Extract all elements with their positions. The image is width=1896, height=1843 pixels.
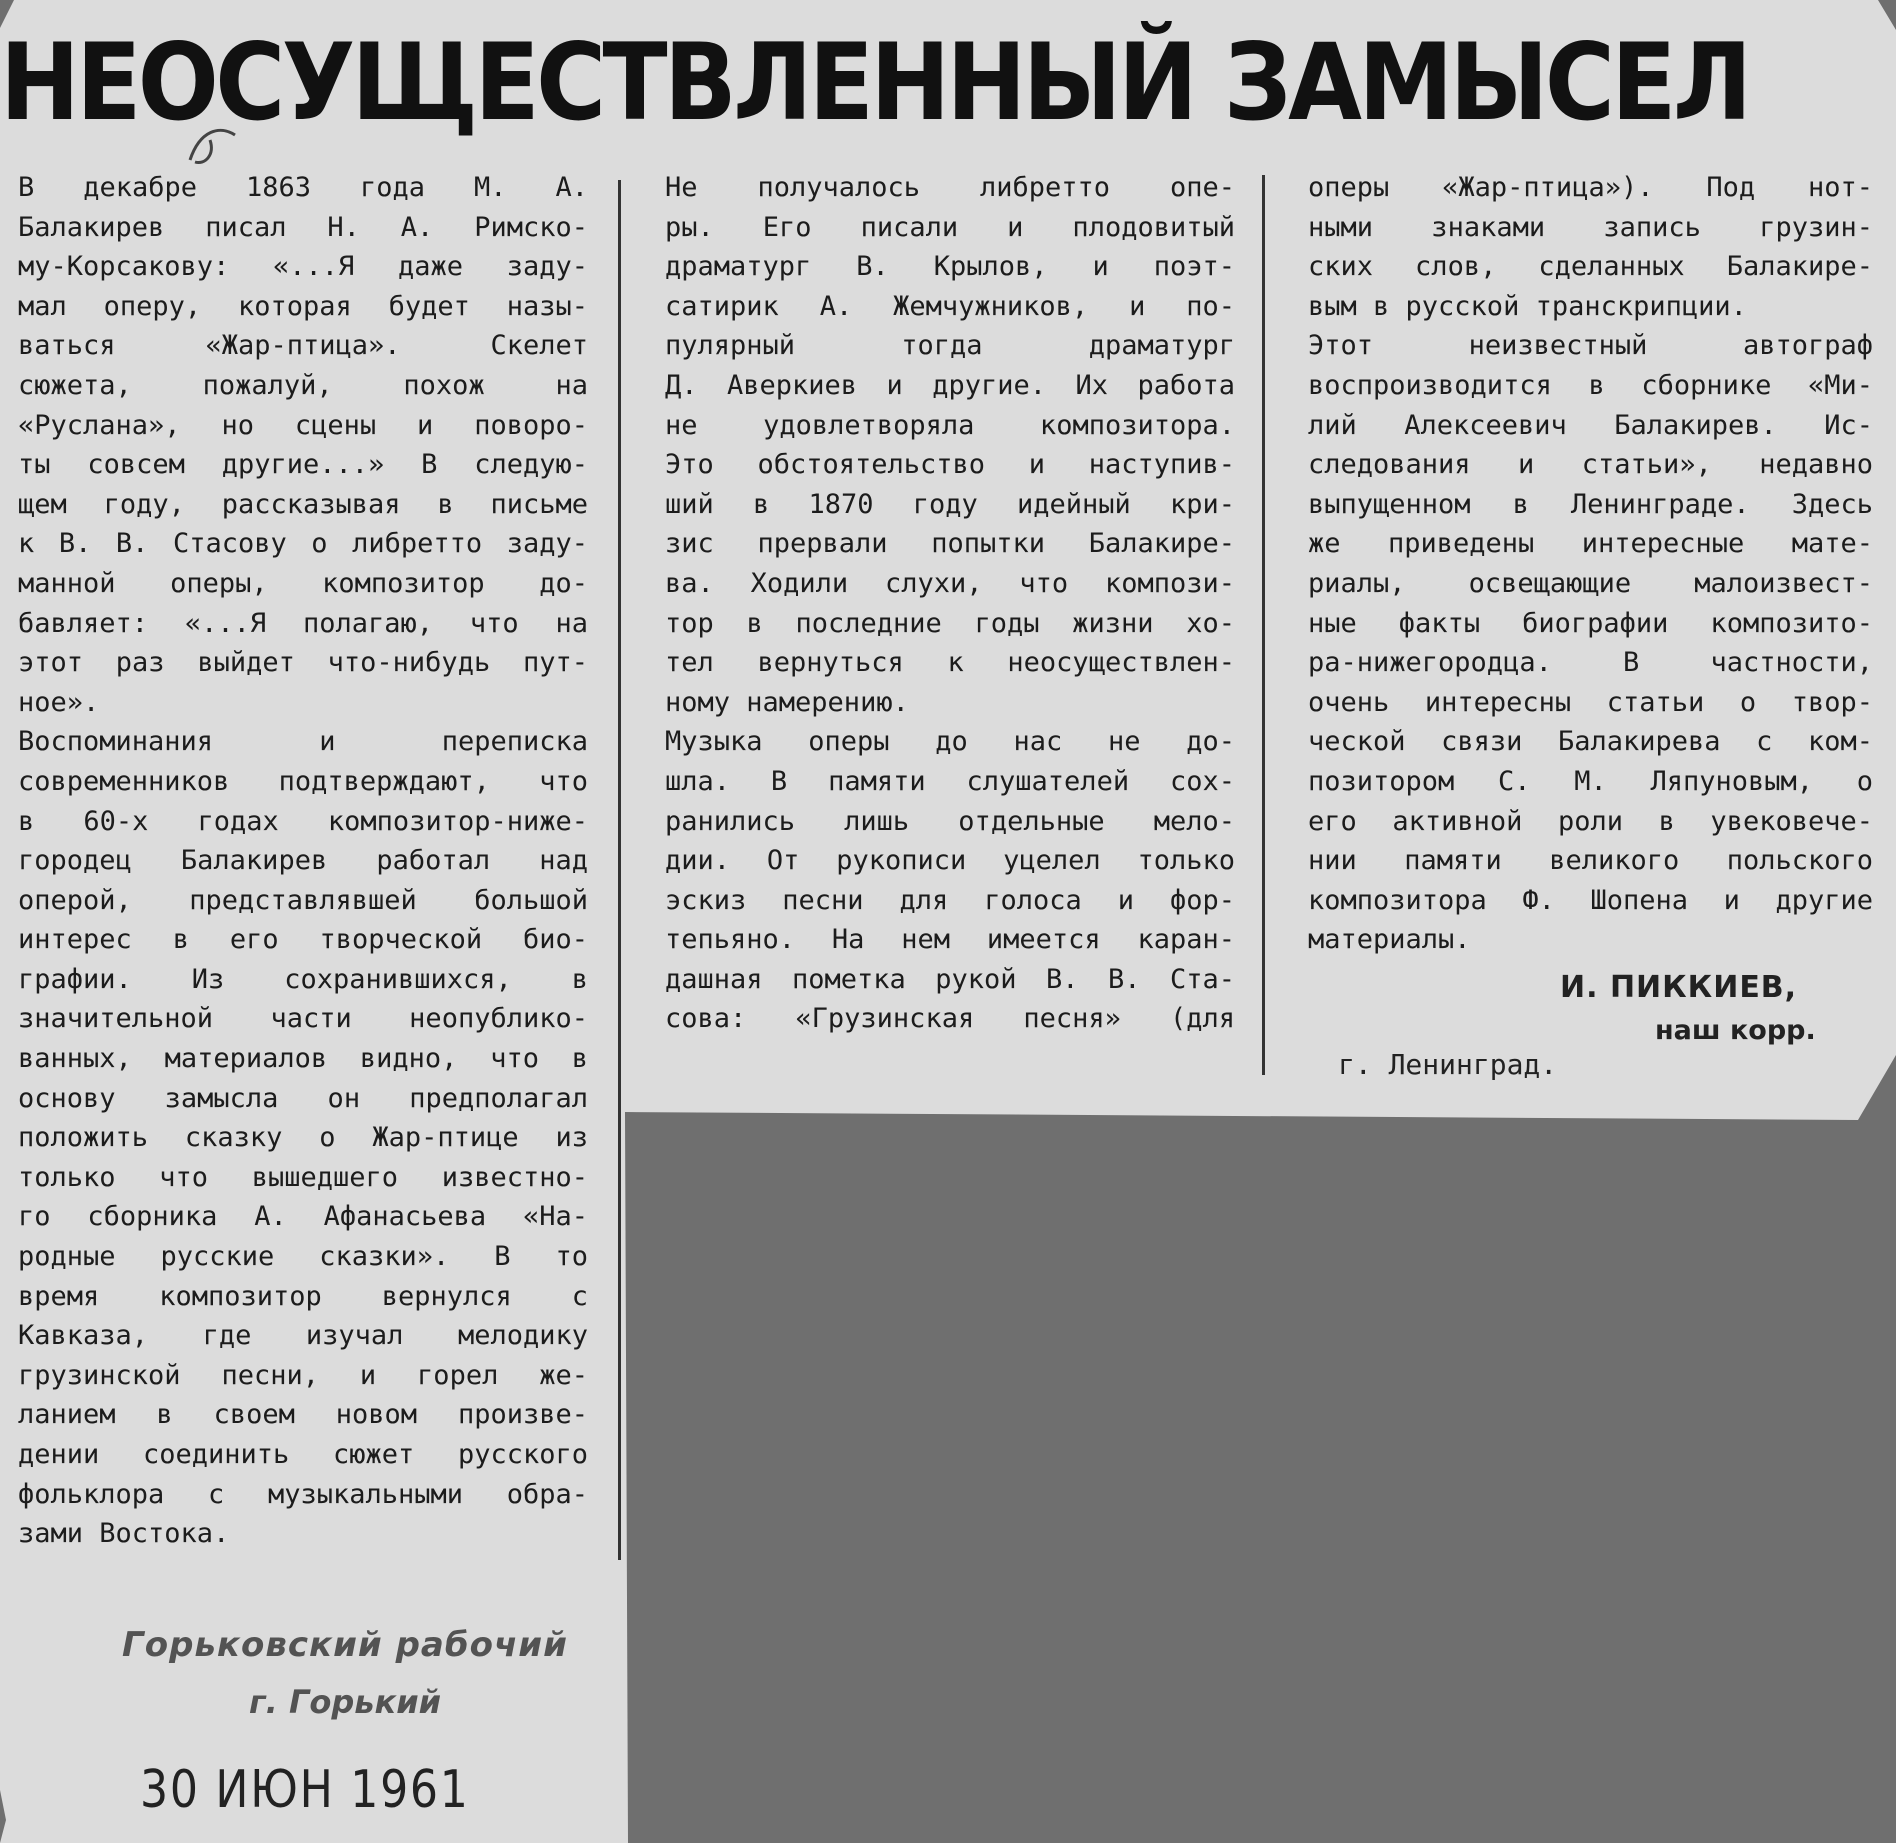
- text-line: положить сказку о Жар-птице из: [18, 1122, 588, 1154]
- text-line: грузинской песни, и горел же-: [18, 1359, 588, 1391]
- text-line: щем году, рассказывая в письме: [18, 488, 588, 520]
- text-line: Это обстоятельство и наступив-: [665, 449, 1235, 481]
- text-line: дашная пометка рукой В. В. Ста-: [665, 963, 1235, 995]
- text-line: ванных, материалов видно, что в: [18, 1043, 588, 1075]
- text-line: ланием в своем новом произве-: [18, 1399, 588, 1431]
- date-stamp: 30 ИЮН 1961: [140, 1760, 470, 1820]
- text-line: только что вышедшего известно-: [18, 1161, 588, 1193]
- text-line: В декабре 1863 года М. А.: [18, 172, 588, 203]
- article-column-1: [18, 168, 588, 1554]
- text-line: современников подтверждают, что: [18, 765, 588, 797]
- text-line: лий Алексеевич Балакирев. Ис-: [1308, 409, 1873, 441]
- text-line: ры. Его писали и плодовитый: [665, 211, 1235, 243]
- text-line: вым в русской транскрипции.: [1308, 290, 1747, 322]
- text-line: этот раз выйдет что-нибудь пут-: [18, 647, 588, 679]
- author-city: г. Ленинград.: [1338, 1048, 1558, 1081]
- text-line: ные факты биографии композито-: [1308, 607, 1873, 639]
- text-line: ческой связи Балакирева с ком-: [1308, 726, 1873, 758]
- text-line: «Руслана», но сцены и поворо-: [18, 409, 588, 441]
- text-line: основу замысла он предполагал: [18, 1082, 588, 1114]
- text-line: дении соединить сюжет русского: [18, 1439, 588, 1470]
- pencil-mark-icon: [180, 120, 250, 170]
- text-line: ранились лишь отдельные мело-: [665, 805, 1235, 837]
- text-line: го сборника А. Афанасьева «На-: [18, 1201, 588, 1233]
- text-line: ва. Ходили слухи, что компози-: [665, 567, 1235, 599]
- headline: НЕОСУЩЕСТВЛЕННЫЙ ЗАМЫСЕЛ: [0, 21, 1749, 144]
- text-line: Этот неизвестный автограф: [1308, 330, 1873, 362]
- text-line: тор в последние годы жизни хо-: [665, 607, 1235, 639]
- text-line: материалы.: [1308, 924, 1471, 956]
- text-line: зис прервали попытки Балакире-: [665, 528, 1235, 560]
- text-line: Воспоминания и переписка: [18, 726, 588, 758]
- text-line: му-Корсакову: «...Я даже заду-: [18, 251, 588, 283]
- text-line: риалы, освещающие малоизвест-: [1308, 567, 1873, 599]
- text-line: городец Балакирев работал над: [18, 845, 588, 877]
- text-line: тепьяно. На нем имеется каран-: [665, 924, 1235, 956]
- article-column-3: [1308, 168, 1873, 960]
- column-divider-1: [618, 180, 621, 1560]
- text-line: позитором С. М. Ляпуновым, о: [1308, 765, 1873, 797]
- text-line: ских слов, сделанных Балакире-: [1308, 251, 1873, 283]
- text-line: графии. Из сохранившихся, в: [18, 963, 588, 995]
- author-role: наш корр.: [1655, 1015, 1816, 1046]
- text-line: следования и статьи», недавно: [1308, 449, 1873, 481]
- text-line: сова: «Грузинская песня» (для: [665, 1003, 1235, 1035]
- text-line: шла. В памяти слушателей сох-: [665, 765, 1235, 797]
- text-line: фольклора с музыкальными обра-: [18, 1478, 588, 1510]
- text-line: воспроизводится в сборнике «Ми-: [1308, 369, 1873, 401]
- text-line: же приведены интересные мате-: [1308, 528, 1873, 560]
- text-line: драматург В. Крылов, и поэт-: [665, 251, 1235, 283]
- text-line: зами Востока.: [18, 1518, 230, 1550]
- text-line: значительной части неопублико-: [18, 1003, 588, 1035]
- text-line: Кавказа, где изучал мелодику: [18, 1320, 588, 1352]
- text-line: оперы «Жар-птица»). Под нот-: [1308, 172, 1873, 203]
- text-line: Д. Аверкиев и другие. Их работа: [665, 369, 1235, 401]
- text-line: родные русские сказки». В то: [18, 1241, 588, 1273]
- text-line: композитора Ф. Шопена и другие: [1308, 884, 1873, 916]
- text-line: время композитор вернулся с: [18, 1280, 588, 1312]
- column-divider-2: [1262, 175, 1265, 1075]
- text-line: дии. От рукописи уцелел только: [665, 845, 1235, 877]
- stamp-newspaper-name: Горьковский рабочий: [122, 1625, 568, 1665]
- text-line: манной оперы, композитор до-: [18, 567, 588, 599]
- text-line: сатирик А. Жемчужников, и по-: [665, 290, 1235, 322]
- text-line: мал оперу, которая будет назы-: [18, 290, 588, 322]
- text-line: его активной роли в увековече-: [1308, 805, 1873, 837]
- text-line: бавляет: «...Я полагаю, что на: [18, 607, 588, 639]
- text-line: Не получалось либретто опе-: [665, 172, 1235, 203]
- text-line: ра-нижегородца. В частности,: [1308, 647, 1873, 679]
- text-line: пулярный тогда драматург: [665, 330, 1235, 362]
- text-line: ваться «Жар-птица». Скелет: [18, 330, 588, 362]
- text-line: тел вернуться к неосуществлен-: [665, 647, 1235, 679]
- text-line: интерес в его творческой био-: [18, 924, 588, 956]
- text-line: эскиз песни для голоса и фор-: [665, 884, 1235, 916]
- text-line: Музыка оперы до нас не до-: [665, 726, 1235, 758]
- text-line: ному намерению.: [665, 686, 909, 718]
- text-line: ное».: [18, 686, 100, 718]
- newspaper-stamp: [110, 1625, 580, 1721]
- text-line: сюжета, пожалуй, похож на: [18, 369, 588, 401]
- text-line: ты совсем другие...» В следую-: [18, 449, 588, 481]
- text-line: в 60-х годах композитор-ниже-: [18, 805, 588, 837]
- text-line: очень интересны статьи о твор-: [1308, 686, 1873, 718]
- stamp-city: г. Горький: [248, 1683, 442, 1721]
- text-line: нии памяти великого польского: [1308, 845, 1873, 877]
- article-column-2: [665, 168, 1235, 1039]
- text-line: к В. В. Стасову о либретто заду-: [18, 528, 588, 560]
- author-name: И. ПИККИЕВ,: [1560, 970, 1798, 1005]
- text-line: выпущенном в Ленинграде. Здесь: [1308, 488, 1873, 520]
- text-line: оперой, представлявшей большой: [18, 884, 588, 916]
- text-line: Балакирев писал Н. А. Римско-: [18, 211, 588, 243]
- text-line: ший в 1870 году идейный кри-: [665, 488, 1235, 520]
- text-line: ными знаками запись грузин-: [1308, 211, 1873, 243]
- text-line: не удовлетворяла композитора.: [665, 409, 1235, 441]
